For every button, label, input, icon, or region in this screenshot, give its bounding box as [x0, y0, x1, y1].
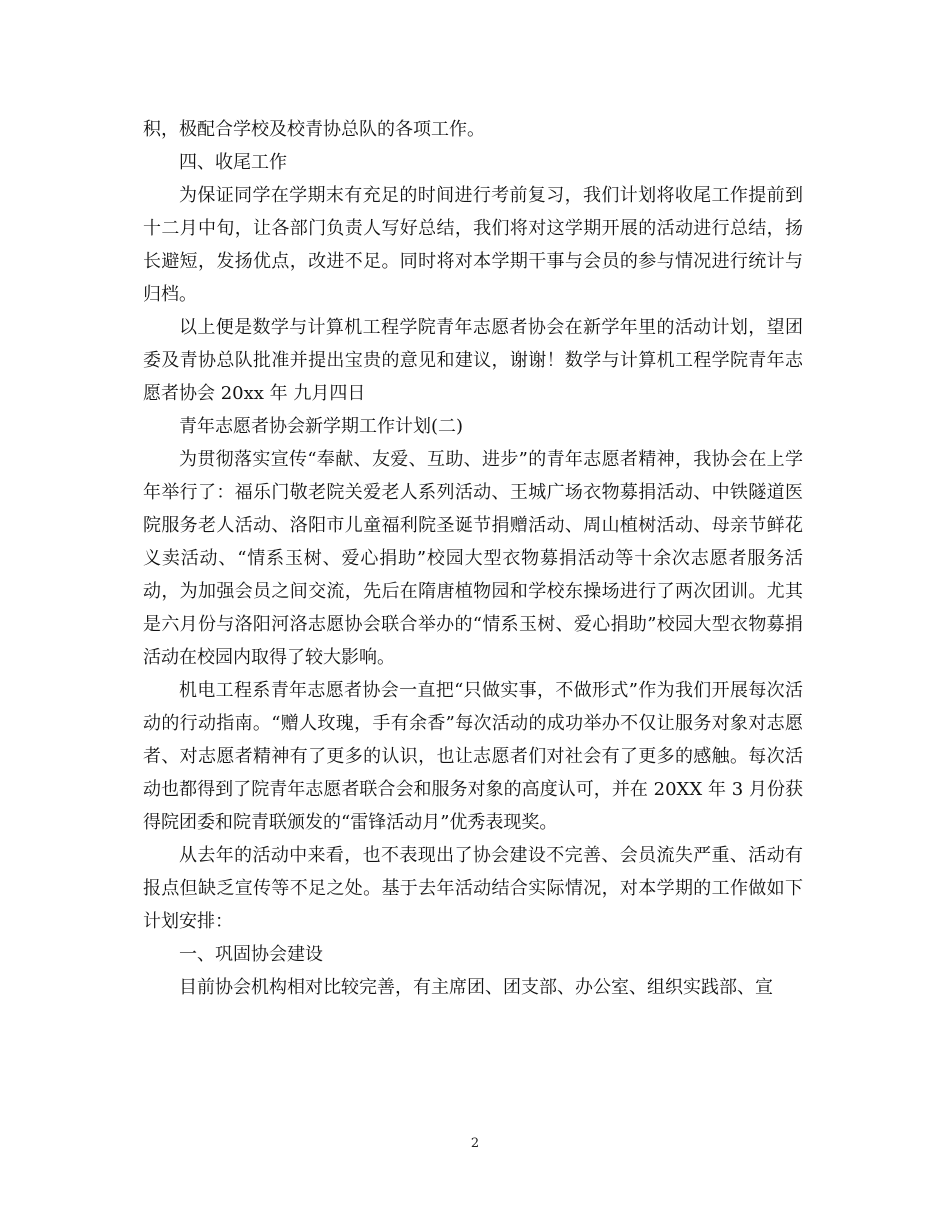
- paragraph-4: 以上便是数学与计算机工程学院青年志愿者协会在新学年里的活动计划，望团委及青协总队批准并提出宝贵的意见和建议，谢谢！数学与计算机工程学院青年志愿者协会 20xx 年 九月四日: [143, 317, 803, 404]
- paragraph-8: 从去年的活动中来看，也不表现出了协会建设不完善、会员流失严重、活动有报点但缺乏宣传等不足之处。基于去年活动结合实际情况，对本学期的工作做如下计划安排：: [143, 845, 803, 932]
- section-heading-1: 一、巩固协会建设: [179, 944, 323, 965]
- paragraph-10: 目前协会机构相对比较完善，有主席团、团支部、办公室、组织实践部、宣: [179, 977, 773, 998]
- paragraph-7: 机电工程系青年志愿者协会一直把“只做实事，不做形式”作为我们开展每次活动的行动指南。“赠人玫瑰，手有余香”每次活动的成功举办不仅让服务对象对志愿者、对志愿者精神有了更多的认识，也让志愿者们对社会有了更多的感触。每次活动也都得到了院青年志愿者联合会和服务对象的高度认可，并在 20XX 年 3 月份获得院团委和院青联颁发的“雷锋活动月”优秀表现奖。: [143, 680, 803, 833]
- page-number: 2: [470, 1136, 480, 1151]
- document-subtitle: 青年志愿者协会新学期工作计划(二): [179, 416, 464, 437]
- section-heading-4: 四、收尾工作: [179, 152, 287, 173]
- document-body: [143, 113, 803, 1004]
- paragraph-3: 为保证同学在学期末有充足的时间进行考前复习，我们计划将收尾工作提前到十二月中旬，让各部门负责人写好总结，我们将对这学期开展的活动进行总结，扬长避短，发扬优点，改进不足。同时将对本学期干事与会员的参与情况进行统计与归档。: [143, 185, 803, 305]
- paragraph-6: 为贯彻落实宣传“奉献、友爱、互助、进步”的青年志愿者精神，我协会在上学年举行了：福乐门敬老院关爱老人系列活动、王城广场衣物募捐活动、中铁隧道医院服务老人活动、洛阳市儿童福利院圣诞节捐赠活动、周山植树活动、母亲节鲜花义卖活动、“情系玉树、爱心捐助”校园大型衣物募捐活动等十余次志愿者服务活动，为加强会员之间交流，先后在隋唐植物园和学校东操场进行了两次团训。尤其是六月份与洛阳河洛志愿协会联合举办的“情系玉树、爱心捐助”校园大型衣物募捐活动在校园内取得了较大影响。: [143, 449, 803, 668]
- paragraph-1: 积，极配合学校及校青协总队的各项工作。: [143, 119, 485, 140]
